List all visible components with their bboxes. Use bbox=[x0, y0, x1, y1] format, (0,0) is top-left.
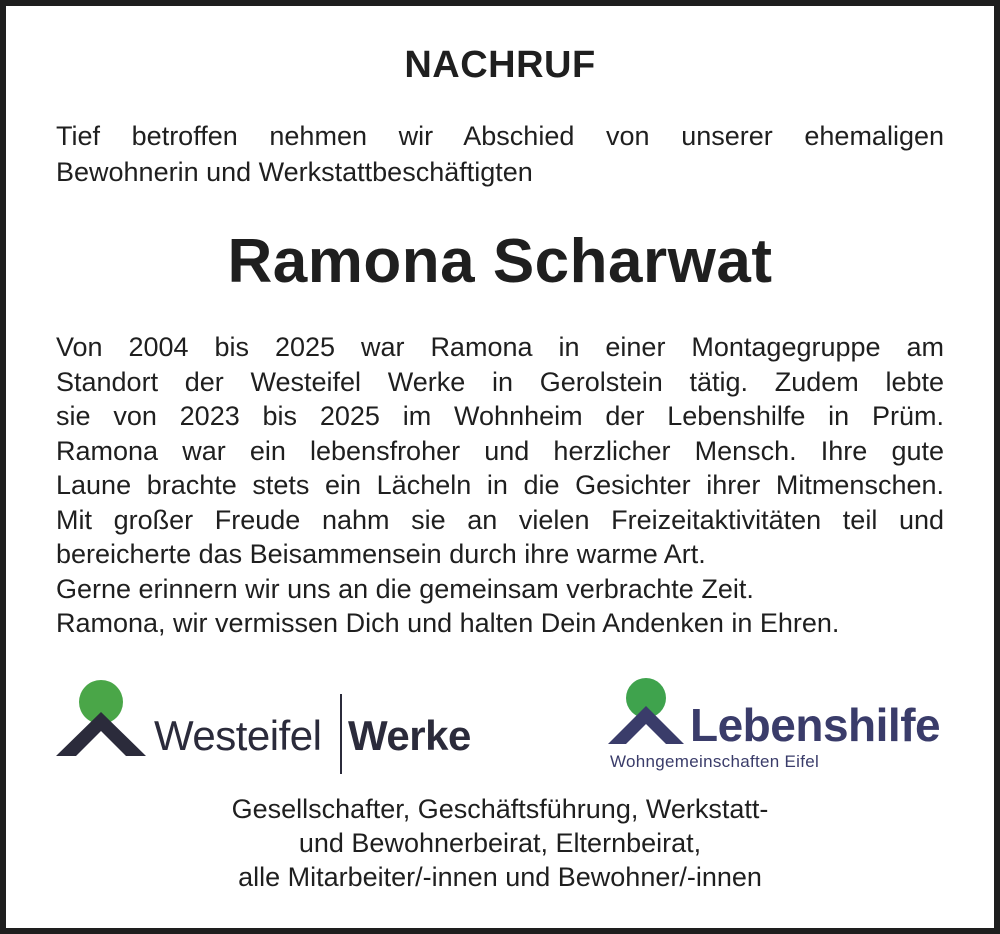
body-line: sie von 2023 bis 2025 im Wohnheim der Lebenshilfe in Prüm. bbox=[56, 401, 944, 431]
intro-line: Bewohnerin und Werkstattbeschäftigten bbox=[56, 157, 533, 187]
logo-word-werke: Werke bbox=[348, 712, 471, 759]
obituary-body bbox=[56, 330, 944, 641]
intro-text bbox=[56, 118, 944, 190]
body-line: Von 2004 bis 2025 war Ramona in einer Montagegruppe am bbox=[56, 332, 944, 362]
mountain-sun-icon bbox=[56, 674, 146, 764]
body-line: Laune brachte stets ein Lächeln in die Gesichter ihrer Mitmenschen. bbox=[56, 470, 944, 500]
signature-line: alle Mitarbeiter/-innen und Bewohner/-innen bbox=[238, 862, 762, 892]
body-line: Standort der Westeifel Werke in Gerolstein tätig. Zudem lebte bbox=[56, 366, 944, 397]
notice-heading: NACHRUF bbox=[404, 44, 596, 86]
intro-line: Tief betroffen nehmen wir Abschied von unserer ehemaligen bbox=[56, 121, 944, 151]
signature-line: und Bewohnerbeirat, Elternbeirat, bbox=[298, 828, 702, 858]
mountain-sun-icon bbox=[608, 674, 684, 750]
logo-word-lebenshilfe: Lebenshilfe bbox=[690, 699, 941, 751]
body-line: Ramona war ein lebensfroher und herzlicher Mensch. Ihre gute bbox=[56, 435, 944, 466]
signature-block bbox=[6, 792, 994, 894]
logo-divider bbox=[340, 694, 342, 774]
body-line: bereicherte das Beisammensein durch ihre warme Art. bbox=[56, 539, 706, 569]
westeifel-werke-logo bbox=[56, 674, 496, 784]
lebenshilfe-logo bbox=[602, 674, 962, 774]
body-line: Gerne erinnern wir uns an die gemeinsam verbrachte Zeit. bbox=[56, 573, 754, 604]
body-line: Mit großer Freude nahm sie an vielen Freizeitaktivitäten teil und bbox=[56, 504, 944, 535]
body-line: Ramona, wir vermissen Dich und halten Dein Andenken in Ehren. bbox=[56, 608, 840, 638]
signature-line: Gesellschafter, Geschäftsführung, Werkstatt- bbox=[231, 794, 769, 824]
logo-word-westeifel: Westeifel bbox=[154, 712, 322, 759]
deceased-name: Ramona Scharwat bbox=[227, 227, 773, 296]
logo-subtitle: Wohngemeinschaften Eifel bbox=[610, 752, 820, 771]
